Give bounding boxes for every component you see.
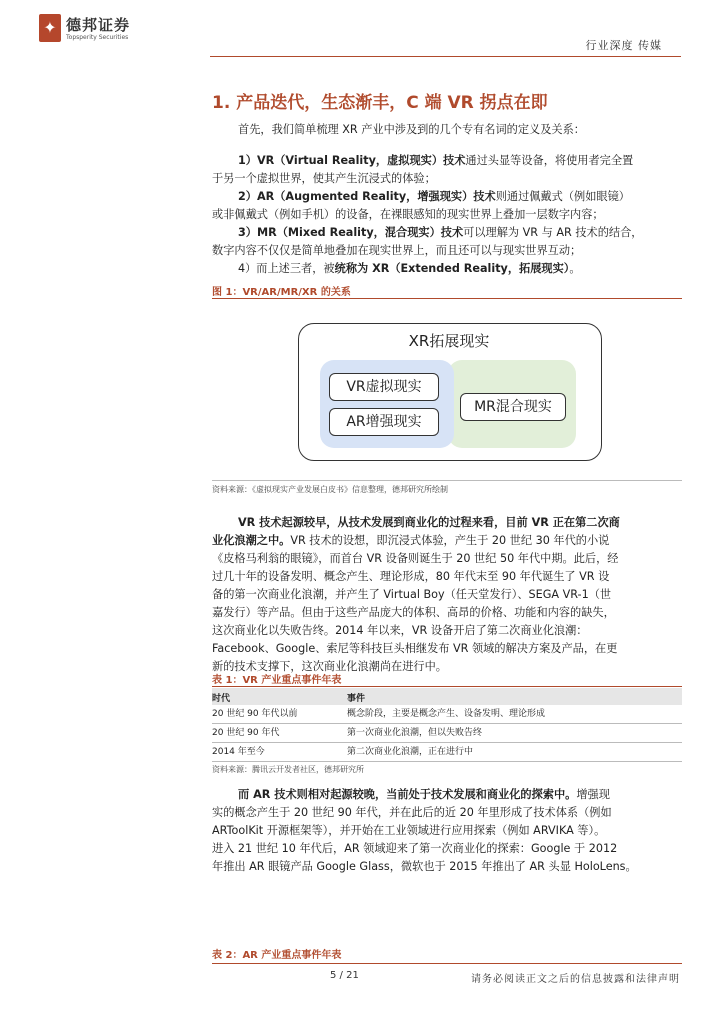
section-title: 1. 产品迭代，生态渐丰，C 端 VR 拐点在即 — [212, 93, 548, 113]
vr-para-line1 — [238, 514, 684, 532]
ar-para-line2: 实的概念产生于 20 世纪 90 年代，并在此后的近 20 年里形成了技术体系（例如 — [212, 806, 612, 819]
ar-para-line1 — [238, 786, 684, 804]
ar-para-line3: ARToolKit 开源框架等），并开始在工业领域进行应用探索（例如 ARVIKA 等）。 — [212, 824, 606, 837]
brand-name-en: Topsperity Securities — [66, 34, 129, 41]
def-ar-text: 则通过佩戴式（例如眼镜） — [495, 190, 630, 203]
table-cell-era: 20 世纪 90 年代以前 — [212, 709, 298, 719]
vr-para-line3: 《皮格马利翁的眼镜》，而首台 VR 设备则诞生于 20 世纪 50 年代中期。此后，经 — [212, 552, 619, 565]
table1-header-row — [212, 688, 682, 705]
table1-header-era: 时代 — [212, 694, 231, 704]
table-cell-event: 第一次商业化浪潮，但以失败告终 — [347, 728, 483, 738]
def-ar-line1 — [238, 188, 710, 206]
vr-para-bold2: 业化浪潮之中。 — [212, 534, 291, 547]
vr-para-line4: 过几十年的设备发明、概念产生、理论形成，80 年代末至 90 年代诞生了 VR 设 — [212, 570, 610, 583]
table1-top-rule — [212, 686, 682, 687]
vr-para-line7: 这次商业化以失败告终。2014 年以来，VR 设备开启了第二次商业化浪潮： — [212, 624, 588, 637]
table-row — [212, 743, 682, 762]
table-cell-event: 第二次商业化浪潮，正在进行中 — [347, 747, 474, 757]
vr-para-line5: 备的第一次商业化浪潮，并产生了 Virtual Boy（任天堂发行）、SEGA VR-1（世 — [212, 588, 612, 601]
def-xr-line — [238, 260, 710, 278]
figure1-bottom-rule — [212, 480, 682, 481]
def-vr-text: 通过头显等设备，将使用者完全置 — [465, 154, 634, 167]
table-cell-event: 概念阶段，主要是概念产生、设备发明、理论形成 — [347, 709, 546, 719]
report-category: 行业深度 传媒 — [585, 39, 662, 52]
brand-logo-icon: ✦ — [43, 18, 57, 37]
def-mr-term: 3）MR（Mixed Reality，混合现实）技术 — [238, 226, 464, 239]
figure1-source: 资料来源：《虚拟现实产业发展白皮书》信息整理，德邦研究所绘制 — [212, 485, 448, 494]
vr-para-line8: Facebook、Google、索尼等科技巨头相继发布 VR 领域的解决方案及产品，在更 — [212, 642, 618, 655]
page-number: 5 / 21 — [330, 970, 359, 981]
figure1-top-rule — [212, 298, 682, 299]
def-mr-line2: 数字内容不仅仅是简单地叠加在现实世界上，而且还可以与现实世界互动； — [212, 244, 582, 257]
ar-para-text1: 增强现 — [576, 788, 610, 801]
ar-para-line5: 年推出 AR 眼镜产品 Google Glass，微软也于 2015 年推出了 AR 头显 HoloLens。 — [212, 860, 637, 873]
table-row — [212, 705, 682, 724]
vr-para-text2: VR 技术的设想，即沉浸式体验，产生于 20 世纪 30 年代的小说 — [290, 534, 610, 547]
def-mr-line1 — [238, 224, 710, 242]
def-xr-term: 统称为 XR（Extended Reality，拓展现实） — [334, 262, 570, 275]
vr-para-line6: 嘉发行）等产品。但由于这些产品庞大的体积、高昂的价格、功能和内容的缺失， — [212, 606, 615, 619]
figure1-caption: 图 1：VR/AR/MR/XR 的关系 — [212, 287, 351, 298]
header-divider — [210, 56, 681, 57]
def-xr-end: 。 — [569, 262, 581, 275]
ar-para-bold1: 而 AR 技术则相对起源较晚，当前处于技术发展和商业化的探索中。 — [238, 788, 577, 801]
xr-label: XR拓展现实 — [408, 332, 490, 350]
table1-caption: 表 1：VR 产业重点事件年表 — [212, 675, 342, 686]
def-mr-text: 可以理解为 VR 与 AR 技术的结合， — [463, 226, 643, 239]
intro-paragraph: 首先，我们简单梳理 XR 产业中涉及到的几个专有名词的定义及关系： — [238, 123, 585, 136]
def-ar-term: 2）AR（Augmented Reality，增强现实）技术 — [238, 190, 496, 203]
table-cell-era: 20 世纪 90 年代 — [212, 728, 280, 738]
def-ar-line2: 或非佩戴式（例如手机）的设备，在裸眼感知的现实世界上叠加一层数字内容； — [212, 208, 604, 221]
table-row — [212, 724, 682, 743]
def-xr-prefix: 4）而上述三者，被 — [238, 262, 335, 275]
table-cell-era: 2014 年至今 — [212, 747, 265, 757]
mr-box: MR混合现实 — [460, 393, 566, 421]
brand-name-cn: 德邦证券 — [66, 16, 131, 34]
ar-para-line4: 进入 21 世纪 10 年代后，AR 领域迎来了第一次商业化的探索：Google 于 2012 — [212, 842, 618, 855]
table1-source: 资料来源：腾讯云开发者社区，德邦研究所 — [212, 765, 364, 774]
def-vr-line2: 于另一个虚拟世界，使其产生沉浸式的体验； — [212, 172, 436, 185]
vr-box: VR虚拟现实 — [329, 373, 439, 401]
vr-para-line9: 新的技术支撑下，这次商业化浪潮尚在进行中。 — [212, 660, 447, 673]
footer-divider — [212, 963, 682, 964]
footer-disclaimer: 请务必阅读正文之后的信息披露和法律声明 — [471, 974, 680, 985]
def-vr-line1 — [238, 152, 710, 170]
table2-caption: 表 2：AR 产业重点事件年表 — [212, 950, 342, 961]
table1-header-event: 事件 — [347, 694, 366, 704]
ar-box: AR增强现实 — [329, 408, 439, 436]
vr-para-line2 — [212, 532, 684, 550]
def-vr-term: 1）VR（Virtual Reality，虚拟现实）技术 — [238, 154, 466, 167]
vr-para-bold1: VR 技术起源较早，从技术发展到商业化的过程来看，目前 VR 正在第二次商 — [238, 516, 620, 529]
